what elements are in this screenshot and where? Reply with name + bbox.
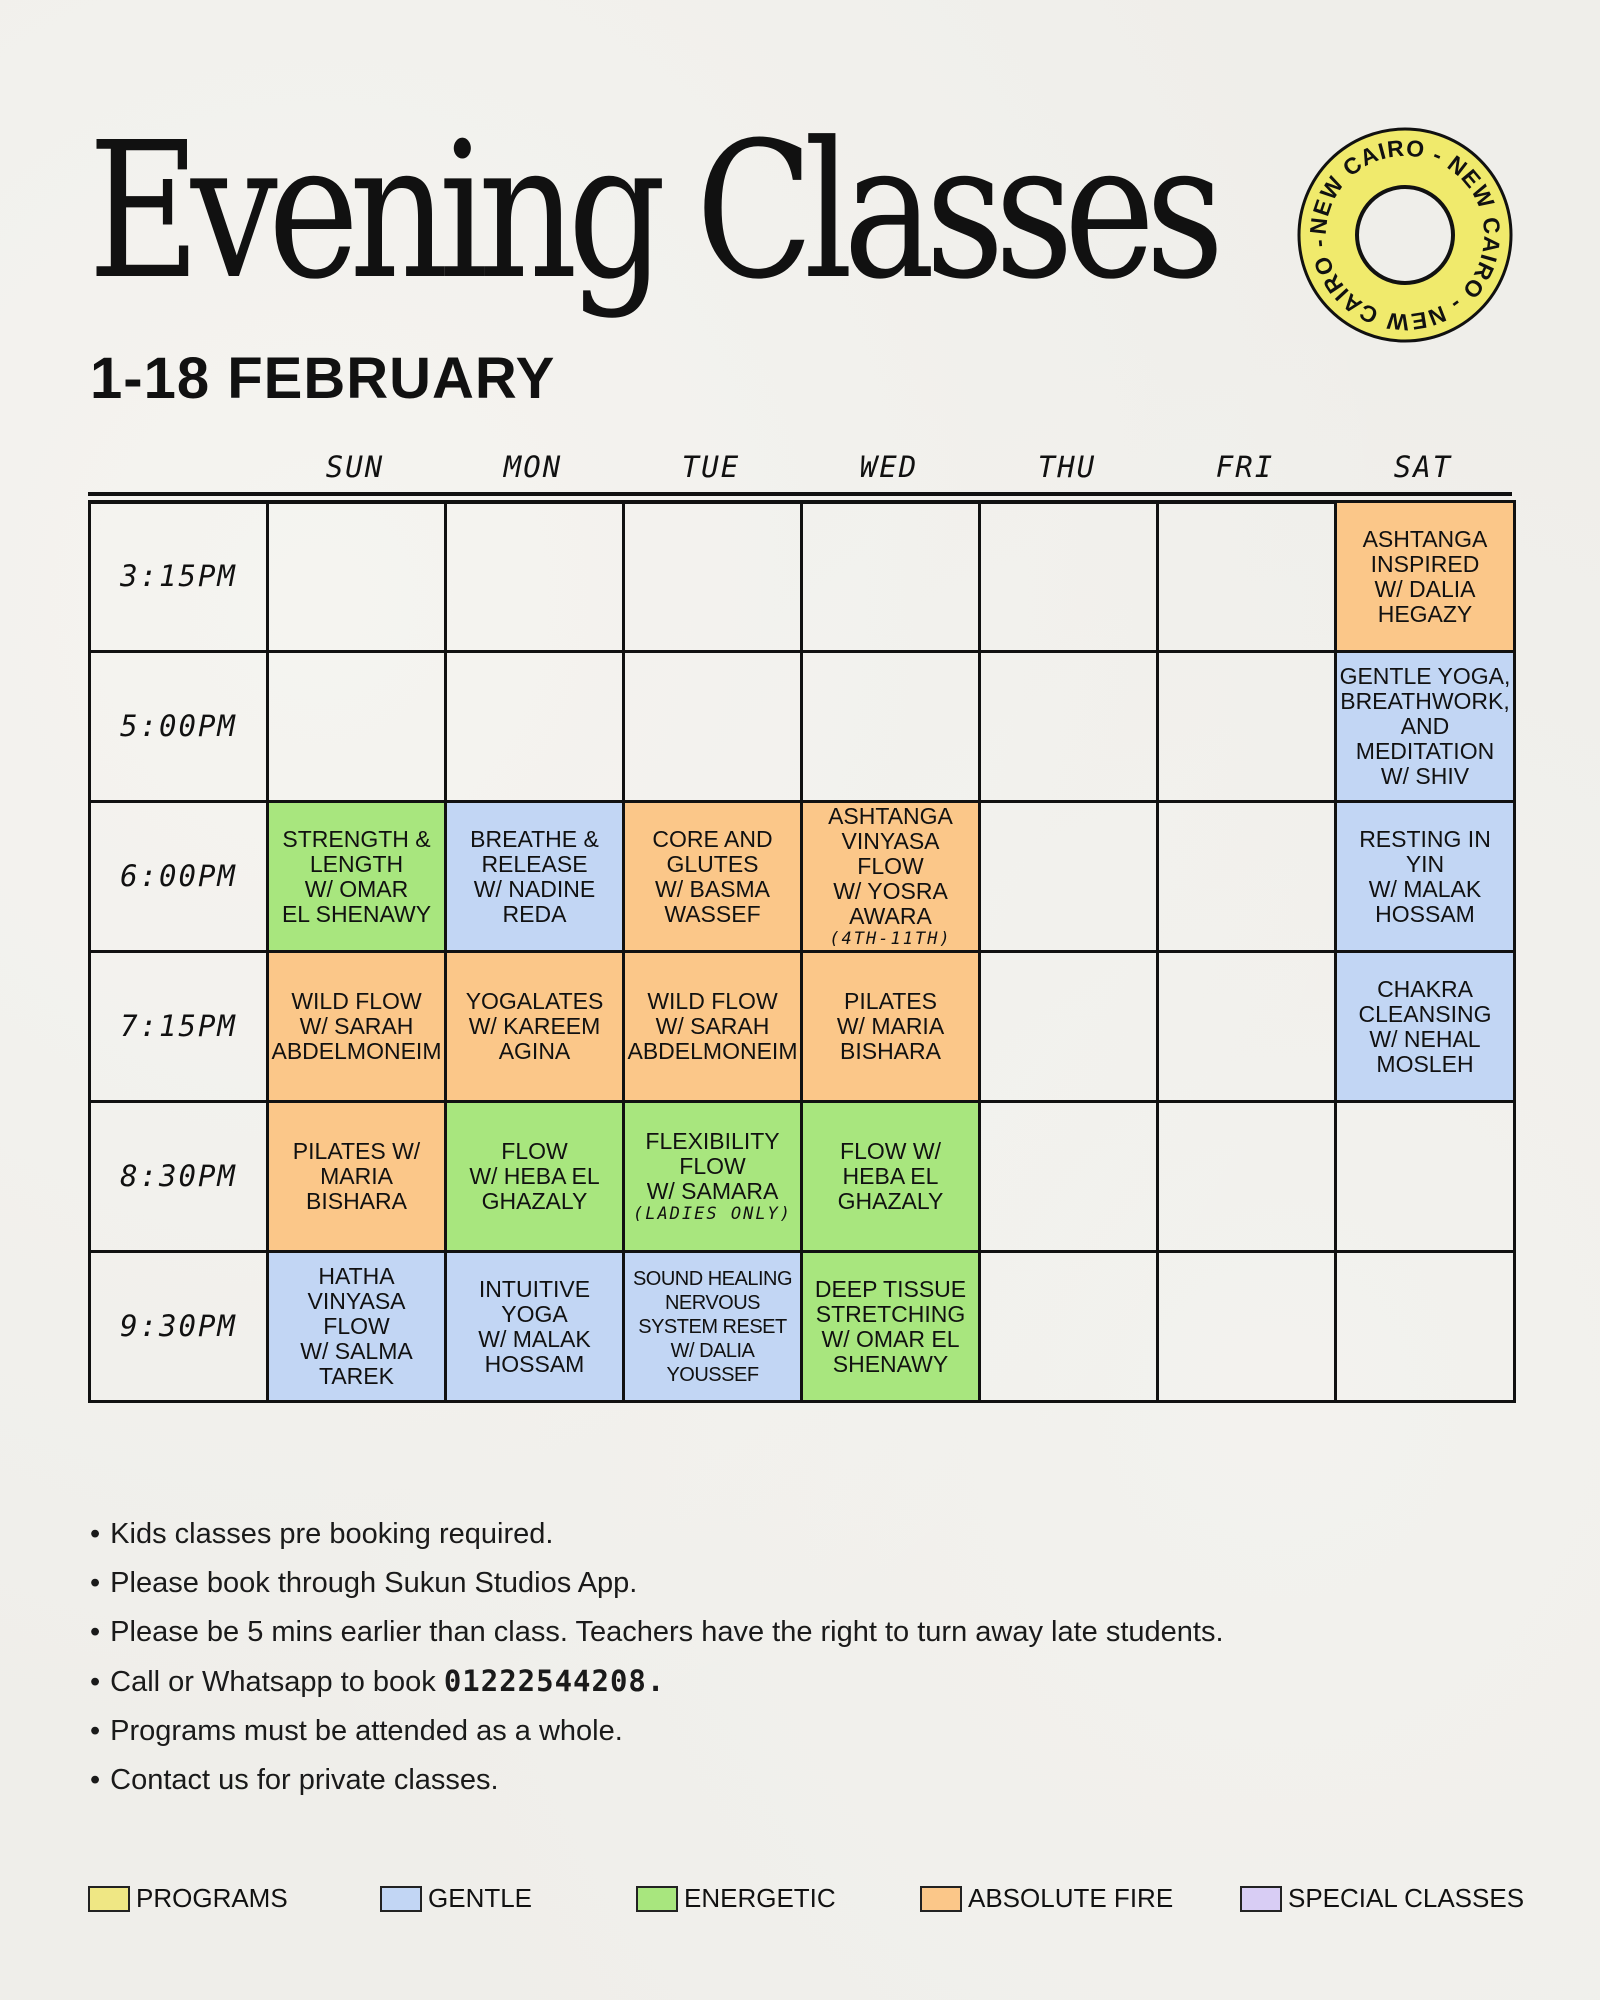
note-item	[90, 1559, 1224, 1608]
empty-cell	[268, 502, 446, 652]
class-text: FLEXIBILITY	[645, 1128, 780, 1154]
class-text: W/ KAREEM	[468, 1013, 601, 1039]
class-text: SOUND HEALING	[632, 1267, 793, 1290]
legend-item-gentle	[380, 1883, 532, 1914]
time-slot: 3:15PM	[90, 502, 268, 652]
empty-cell	[980, 652, 1158, 802]
class-cell	[268, 952, 446, 1102]
empty-cell	[1158, 1102, 1336, 1252]
phone-number[interactable]: 01222544208.	[443, 1664, 666, 1698]
legend-swatch	[380, 1886, 422, 1912]
legend-item-special	[1240, 1883, 1524, 1914]
time-slot: 8:30PM	[90, 1102, 268, 1252]
note-text: Programs must be attended as a whole.	[110, 1715, 623, 1747]
class-cell	[446, 802, 624, 952]
class-text: LENGTH	[309, 850, 404, 877]
note-text: Kids classes pre booking required.	[110, 1518, 554, 1550]
class-text: DEEP TISSUE	[814, 1275, 967, 1302]
class-text: MOSLEH	[1376, 1050, 1474, 1077]
note-item	[90, 1707, 1224, 1756]
class-text: W/ SALMA	[300, 1338, 413, 1364]
class-text: AGINA	[498, 1038, 571, 1064]
legend-item-energetic	[636, 1883, 836, 1914]
empty-cell	[1158, 802, 1336, 952]
class-text: GHAZALY	[481, 1188, 588, 1214]
class-text: HOSSAM	[484, 1350, 585, 1377]
class-note: (4TH-11TH)	[829, 929, 952, 949]
class-text: W/ MALAK	[478, 1325, 591, 1352]
class-text: W/ NADINE	[473, 875, 596, 902]
class-text: HATHA	[318, 1263, 395, 1289]
note-item	[90, 1510, 1224, 1559]
class-text: W/ SAMARA	[646, 1178, 779, 1204]
class-cell	[268, 1252, 446, 1402]
empty-cell	[802, 502, 980, 652]
day-header-sun: SUN	[325, 450, 385, 484]
page-title: Evening Classes	[88, 102, 1215, 321]
class-text: CHAKRA	[1377, 975, 1473, 1002]
legend-label: ABSOLUTE FIRE	[968, 1883, 1174, 1913]
class-text: PILATES W/	[292, 1138, 421, 1164]
class-text: BREATHWORK,	[1340, 688, 1510, 714]
note-text: Contact us for private classes.	[110, 1764, 499, 1796]
legend-swatch	[88, 1886, 130, 1912]
day-header-tue: TUE	[681, 450, 741, 484]
class-cell	[802, 1102, 980, 1252]
legend-label: GENTLE	[428, 1883, 533, 1913]
legend-swatch	[636, 1886, 678, 1912]
empty-cell	[980, 952, 1158, 1102]
class-cell	[268, 1102, 446, 1252]
empty-cell	[446, 502, 624, 652]
class-text: BREATHE &	[470, 825, 599, 852]
new-cairo-badge	[1296, 126, 1514, 344]
class-text: ABDELMONEIM	[271, 1038, 442, 1064]
class-cell	[624, 952, 802, 1102]
date-range: 1-18 FEBRUARY	[90, 346, 556, 411]
class-text: INTUITIVE	[478, 1275, 591, 1302]
class-text: CLEANSING	[1358, 1000, 1492, 1027]
class-text: VINYASA	[307, 1288, 406, 1314]
time-slot: 9:30PM	[90, 1252, 268, 1402]
class-text: W/ OMAR	[304, 875, 409, 902]
class-text: WASSEF	[664, 900, 761, 927]
note-item	[90, 1608, 1224, 1657]
class-text: GENTLE YOGA,	[1339, 663, 1511, 689]
class-cell	[1336, 952, 1515, 1102]
day-header-fri: FRI	[1215, 450, 1275, 484]
empty-cell	[446, 652, 624, 802]
time-slot: 7:15PM	[90, 952, 268, 1102]
schedule-grid	[88, 500, 1516, 1403]
class-text: GLUTES	[666, 850, 759, 877]
class-text: FLOW W/	[840, 1138, 941, 1164]
class-text: MARIA	[320, 1163, 393, 1189]
empty-cell	[980, 802, 1158, 952]
class-text: RESTING IN	[1359, 825, 1491, 852]
class-text: FLOW	[857, 853, 924, 879]
day-header-wed: WED	[859, 450, 919, 484]
class-text: AWARA	[849, 903, 932, 929]
empty-cell	[1158, 652, 1336, 802]
class-cell	[1336, 802, 1515, 952]
class-text: W/ YOSRA	[833, 878, 948, 904]
empty-cell	[980, 1252, 1158, 1402]
legend-item-fire	[920, 1883, 1173, 1914]
class-text: WILD FLOW	[291, 988, 422, 1014]
note-item	[90, 1657, 1224, 1707]
empty-cell	[1336, 1102, 1515, 1252]
class-text: ASHTANGA	[1362, 525, 1488, 552]
class-text: HEGAZY	[1377, 600, 1473, 627]
class-text: INSPIRED	[1370, 550, 1480, 577]
class-text: W/ HEBA EL	[469, 1163, 600, 1189]
class-text: W/ DALIA	[1374, 575, 1476, 602]
class-cell	[446, 952, 624, 1102]
class-text: W/ SARAH	[299, 1013, 414, 1039]
badge-hole	[1357, 187, 1453, 283]
class-note: (LADIES ONLY)	[632, 1204, 793, 1224]
class-text: BISHARA	[306, 1188, 407, 1214]
legend-label: PROGRAMS	[136, 1883, 288, 1913]
class-text: YOGA	[501, 1300, 568, 1327]
class-cell	[624, 802, 802, 952]
schedule-row	[90, 1252, 1515, 1402]
empty-cell	[1158, 952, 1336, 1102]
legend-label: SPECIAL CLASSES	[1288, 1883, 1525, 1913]
class-text: PILATES	[844, 988, 937, 1014]
class-text: YIN	[1405, 850, 1445, 877]
class-text: HOSSAM	[1375, 900, 1475, 927]
day-header-sat: SAT	[1393, 450, 1453, 484]
class-cell	[1336, 652, 1515, 802]
legend-label: ENERGETIC	[684, 1883, 836, 1913]
class-text: TAREK	[319, 1363, 394, 1389]
class-cell	[1336, 502, 1515, 652]
class-text: CORE AND	[652, 825, 773, 852]
time-slot: 5:00PM	[90, 652, 268, 802]
note-text: Please be 5 mins earlier than class. Teachers have the right to turn away late students.	[110, 1616, 1224, 1648]
class-text: HEBA EL	[842, 1163, 939, 1189]
class-text: SYSTEM RESET	[638, 1315, 787, 1338]
empty-cell	[1158, 1252, 1336, 1402]
time-slot: 6:00PM	[90, 802, 268, 952]
class-cell	[802, 1252, 980, 1402]
class-text: AND	[1400, 713, 1450, 739]
legend-swatch	[920, 1886, 962, 1912]
schedule-row	[90, 1102, 1515, 1252]
class-text: VINYASA	[841, 828, 940, 854]
class-cell	[624, 1102, 802, 1252]
class-text: YOUSSEF	[666, 1363, 759, 1386]
class-text: FLOW	[679, 1153, 746, 1179]
empty-cell	[980, 502, 1158, 652]
class-cell	[802, 802, 980, 952]
day-header-thu: THU	[1037, 450, 1097, 484]
class-text: BISHARA	[840, 1038, 941, 1064]
legend-swatch	[1240, 1886, 1282, 1912]
class-text: W/ MALAK	[1368, 875, 1482, 902]
empty-cell	[268, 652, 446, 802]
badge-text: NEW CAIRO - NEW CAIRO - NEW CAIRO -	[1304, 134, 1506, 336]
class-text: FLOW	[501, 1138, 568, 1164]
class-text: MEDITATION	[1355, 738, 1495, 764]
class-text: ASHTANGA	[828, 803, 953, 829]
class-text: ABDELMONEIM	[627, 1038, 798, 1064]
empty-cell	[980, 1102, 1158, 1252]
legend-item-programs	[88, 1883, 288, 1914]
category-legend	[0, 1883, 1600, 1919]
note-text: Call or Whatsapp to book	[110, 1666, 444, 1698]
booking-notes	[90, 1510, 1224, 1805]
schedule-row	[90, 802, 1515, 952]
class-text: W/ DALIA	[670, 1339, 755, 1362]
note-item	[90, 1756, 1224, 1805]
class-text: WILD FLOW	[647, 988, 778, 1014]
class-text: SHENAWY	[832, 1350, 949, 1377]
class-text: RELEASE	[481, 850, 588, 877]
class-text: W/ MARIA	[836, 1013, 945, 1039]
empty-cell	[624, 652, 802, 802]
class-cell	[802, 952, 980, 1102]
class-text: REDA	[502, 900, 567, 927]
schedule-row	[90, 502, 1515, 652]
class-text: W/ SHIV	[1380, 763, 1470, 789]
note-text: Please book through Sukun Studios App.	[110, 1567, 638, 1599]
class-text: W/ NEHAL	[1369, 1025, 1481, 1052]
empty-cell	[1336, 1252, 1515, 1402]
day-header-mon: MON	[503, 450, 563, 484]
day-header	[88, 448, 1512, 496]
class-text: W/ BASMA	[654, 875, 770, 902]
class-text: YOGALATES	[465, 988, 604, 1014]
class-text: GHAZALY	[837, 1188, 944, 1214]
class-text: FLOW	[323, 1313, 390, 1339]
class-cell	[446, 1102, 624, 1252]
empty-cell	[1158, 502, 1336, 652]
class-text: EL SHENAWY	[281, 900, 432, 927]
empty-cell	[624, 502, 802, 652]
class-cell	[268, 802, 446, 952]
class-text: STRETCHING	[815, 1300, 966, 1327]
schedule-row	[90, 652, 1515, 802]
class-cell	[446, 1252, 624, 1402]
class-text: W/ OMAR EL	[821, 1325, 960, 1352]
class-text: STRENGTH &	[282, 825, 431, 852]
empty-cell	[802, 652, 980, 802]
class-cell	[624, 1252, 802, 1402]
schedule-row	[90, 952, 1515, 1102]
class-text: NERVOUS	[664, 1291, 761, 1314]
class-text: W/ SARAH	[655, 1013, 770, 1039]
